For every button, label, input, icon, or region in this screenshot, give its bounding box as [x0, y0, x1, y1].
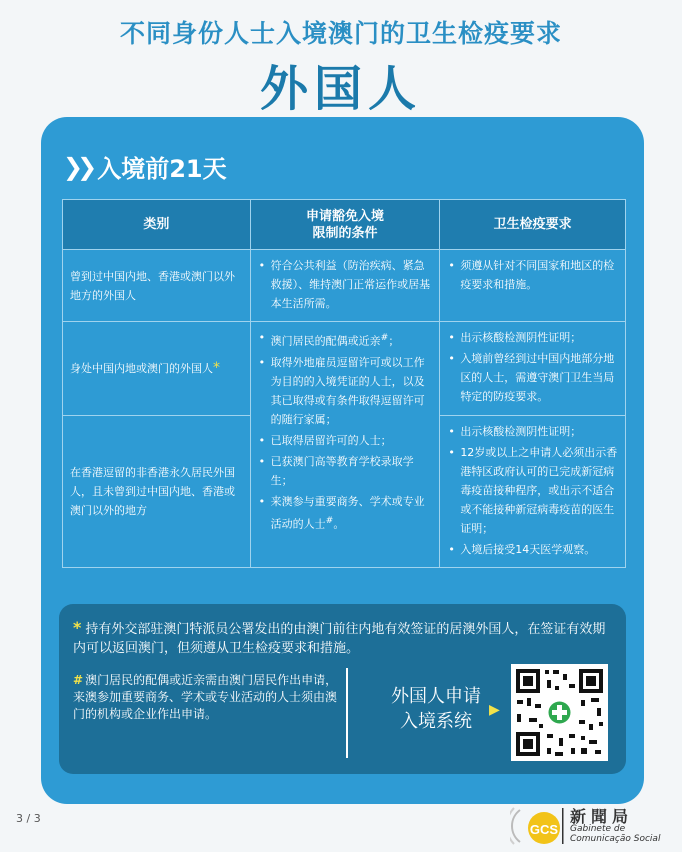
section-title: 入境前21天	[97, 155, 227, 183]
conditions-cell	[250, 322, 440, 568]
divider	[346, 668, 348, 758]
header-conditions: 申请豁免入境 限制的条件	[250, 200, 440, 250]
page-title: 外国人	[259, 61, 422, 117]
list-item: • 已获澳门高等教育学校录取学生；	[257, 452, 434, 490]
hash-mark: #	[325, 514, 334, 526]
header-category: 类别	[63, 200, 251, 250]
qr-code[interactable]	[511, 664, 608, 761]
list-item: • 已取得居留许可的人士；	[257, 431, 434, 450]
hash-mark: #	[380, 332, 389, 343]
category-cell: 在香港逗留的非香港永久居民外国人，且未曾到过中国内地、香港或澳门以外的地方	[63, 416, 251, 568]
gcs-logo	[510, 802, 680, 848]
gcs-logo-icon	[510, 802, 566, 848]
list-item: • 符合公共利益（防治疾病、紧急救援）、维持澳门正常运作或居基本生活所需。	[257, 256, 434, 313]
requirements-cell	[440, 416, 626, 568]
page-subtitle: 不同身份人士入境澳门的卫生检疫要求	[119, 19, 562, 48]
qr-code-icon	[511, 664, 608, 761]
section-heading	[63, 149, 227, 184]
list-item: • 澳门居民的配偶或近亲#；	[257, 328, 434, 351]
list-item: • 出示核酸检测阴性证明；	[446, 422, 619, 441]
hash-symbol: #	[73, 673, 84, 687]
header-requirements: 卫生检疫要求	[440, 200, 626, 250]
list-item: • 取得外地雇员逗留许可或以工作为目的的入境凭证的人士，以及其已取得或有条件取得逗留许可的随行家属；	[257, 353, 434, 429]
list-item: • 须遵从针对不同国家和地区的检疫要求和措施。	[446, 256, 619, 294]
notes-box	[59, 604, 626, 774]
requirements-cell	[440, 250, 626, 322]
asterisk-note: * 持有外交部驻澳门特派员公署发出的由澳门前往内地有效签证的居澳外国人，在签证有效期内可以返回澳门，但须遵从卫生检疫要求和措施。	[73, 618, 606, 656]
requirements-table	[62, 199, 626, 568]
hash-note: # 澳门居民的配偶或近亲需由澳门居民作出申请，来澳参加重要商务、学术或专业活动的人士须由澳门的机构或企业作出申请。	[73, 673, 338, 721]
list-item: • 入境前曾经到过中国内地部分地区的人士，需遵守澳门卫生当局特定的防疫要求。	[446, 349, 619, 406]
category-cell: 身处中国内地或澳门的外国人*	[63, 322, 251, 416]
double-chevron-icon: ❯❯	[63, 152, 92, 181]
table-row	[63, 250, 626, 322]
list-item: • 12岁或以上之申请人必须出示香港特区政府认可的已完成新冠病毒疫苗接种程序，或出示不适合或不能接种新冠病毒疫苗的医生证明；	[446, 443, 619, 538]
logo-chinese-name: 新聞局	[570, 807, 634, 826]
logo-portuguese-name: Gabinete de Comunicação Social	[570, 824, 661, 844]
entry-system-link[interactable]: 外国人申请 入境系统	[391, 686, 481, 732]
conditions-cell	[250, 250, 440, 322]
category-cell: 曾到过中国内地、香港或澳门以外地方的外国人	[63, 250, 251, 322]
requirements-cell	[440, 322, 626, 416]
table-row	[63, 322, 626, 416]
play-arrow-icon: ▶	[489, 702, 500, 718]
list-item: • 来澳参与重要商务、学术或专业活动的人士#。	[257, 492, 434, 534]
list-item: • 入境后接受14天医学观察。	[446, 540, 619, 559]
list-item: • 出示核酸检测阴性证明；	[446, 328, 619, 347]
page-number: 3 / 3	[16, 812, 41, 825]
asterisk-mark: *	[213, 360, 220, 376]
svg-text:GCS: GCS	[529, 822, 559, 837]
info-card	[41, 117, 644, 804]
asterisk-symbol: *	[73, 618, 82, 637]
